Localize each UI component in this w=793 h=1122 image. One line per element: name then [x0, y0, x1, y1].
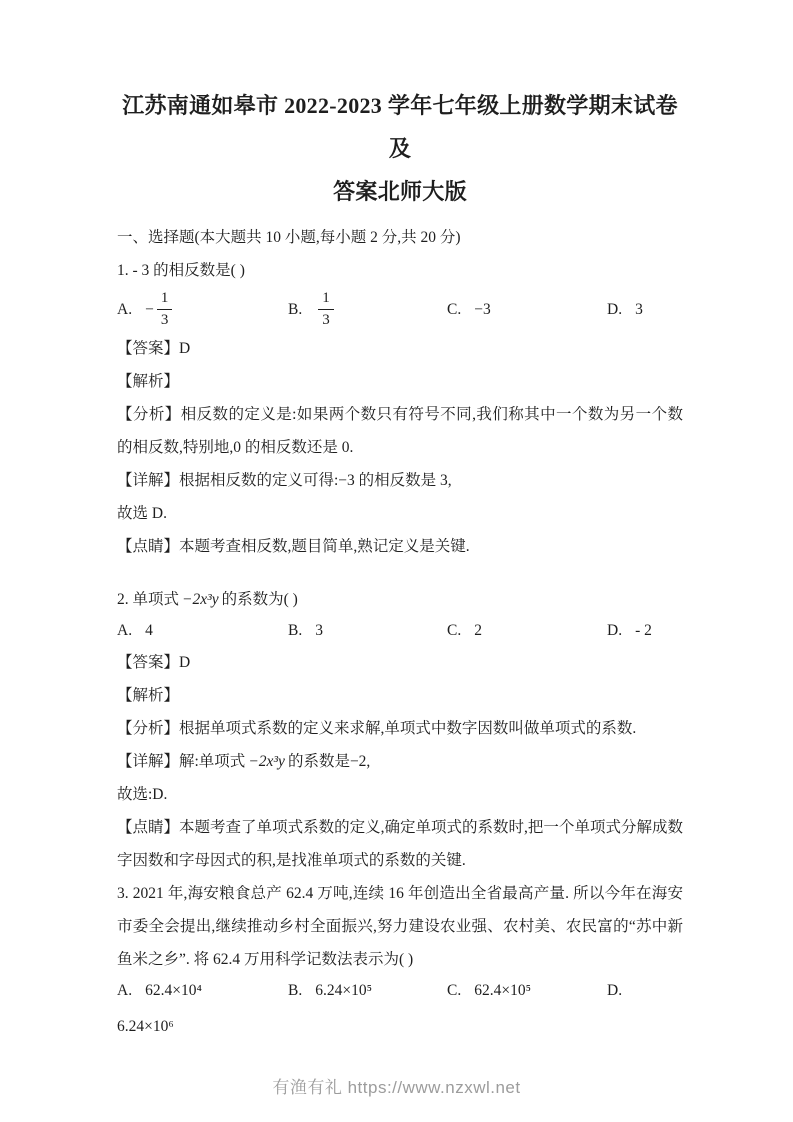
option-label: A. [117, 622, 133, 639]
site-watermark-footer: 有渔有礼 https://www.nzxwl.net [272, 1078, 521, 1097]
question-2-stem [117, 583, 683, 616]
stem-text: 2. 单项式 [117, 591, 180, 608]
fraction [318, 289, 334, 330]
option-value: 3 [315, 622, 323, 639]
option-label: C. [447, 982, 462, 999]
question-2-detail [117, 745, 683, 778]
question-1-options-row [117, 289, 683, 330]
question-3-options-row [117, 982, 683, 1000]
question-2-option-c [447, 622, 607, 640]
question-1-option-d [607, 301, 683, 319]
question-1-option-a [117, 289, 288, 330]
option-value: 3 [635, 300, 643, 318]
option-value: 4 [145, 622, 153, 639]
option-label: B. [288, 300, 303, 318]
question-1-answer: 【答案】D [117, 340, 191, 357]
question-1-conclusion: 故选 D. [117, 505, 167, 522]
option-label: A. [117, 982, 133, 999]
option-label: B. [288, 622, 303, 639]
question-3-option-b [288, 982, 447, 1000]
question-2-options-row [117, 622, 683, 640]
question-3-block [117, 877, 683, 1043]
option-label: A. [117, 300, 133, 318]
option-label: D. [607, 300, 623, 318]
question-1-analysis-label: 【解析】 [117, 373, 180, 390]
question-1-option-c [447, 301, 607, 319]
question-1-option-b [288, 289, 447, 330]
section-heading: 一、选择题(本大题共 10 小题,每小题 2 分,共 20 分) [117, 229, 461, 246]
detail-text: 的系数是−2, [287, 753, 371, 770]
fraction-numerator: 1 [318, 289, 334, 310]
option-label: D. [607, 622, 623, 639]
detail-text: 【详解】解:单项式 [117, 753, 246, 770]
option-label: D. [607, 982, 623, 999]
question-3-option-d [607, 982, 683, 1000]
question-1-note: 【点睛】本题考查相反数,题目简单,熟记定义是关键. [117, 538, 470, 555]
stem-text: 的系数为( ) [221, 591, 298, 608]
question-3-option-a [117, 982, 288, 1000]
option-value: 6.24×10⁵ [315, 982, 372, 999]
question-3-option-c [447, 982, 607, 1000]
question-1-stem: 1. - 3 的相反数是( ) [117, 262, 245, 279]
option-value: 62.4×10⁴ [145, 982, 202, 999]
question-2-option-b [288, 622, 447, 640]
question-1-block [117, 254, 683, 563]
option-value: - 2 [635, 622, 652, 639]
question-2-analysis: 【分析】根据单项式系数的定义来求解,单项式中数字因数叫做单项式的系数. [117, 720, 637, 737]
option-label: C. [447, 300, 462, 318]
question-2-analysis-label: 【解析】 [117, 687, 180, 704]
fraction-denominator: 3 [322, 312, 330, 328]
option-label: C. [447, 622, 462, 639]
question-2-note: 【点睛】本题考查了单项式系数的定义,确定单项式的系数时,把一个单项式分解成数字因数和字母因式的积,是找准单项式的系数的关键. [117, 819, 683, 869]
page-title-line1: 江苏南通如皋市 2022-2023 学年七年级上册数学期末试卷及 [122, 93, 678, 161]
fraction-numerator: 1 [157, 289, 173, 310]
page-title [117, 84, 683, 213]
question-1-detail: 【详解】根据相反数的定义可得:−3 的相反数是 3, [117, 472, 452, 489]
option-value: 2 [474, 622, 482, 639]
question-2-block [117, 583, 683, 877]
question-2-option-a [117, 622, 288, 640]
page-title-line2: 答案北师大版 [333, 179, 467, 204]
minus-sign: − [145, 300, 154, 318]
question-3-option-d-value: 6.24×10⁶ [117, 1018, 174, 1035]
option-value: −3 [474, 300, 491, 318]
question-2-answer: 【答案】D [117, 654, 191, 671]
option-value: 62.4×10⁵ [474, 982, 531, 999]
question-3-stem: 3. 2021 年,海安粮食总产 62.4 万吨,连续 16 年创造出全省最高产量. 所以今年在海安市委全会提出,继续推动乡村全面振兴,努力建设农业强、农村美、农民富的“苏中新鱼米之乡”. 将 62.4 万用科学记数法表示为( ) [117, 885, 683, 968]
monomial-expression: −2x³y [182, 591, 219, 608]
monomial-expression: −2x³y [248, 753, 285, 770]
fraction [157, 289, 173, 330]
question-1-analysis: 【分析】相反数的定义是:如果两个数只有符号不同,我们称其中一个数为另一个数的相反数,特别地,0 的相反数还是 0. [117, 406, 683, 456]
option-label: B. [288, 982, 303, 999]
fraction-denominator: 3 [160, 312, 169, 328]
question-2-conclusion: 故选:D. [117, 786, 168, 803]
question-2-option-d [607, 622, 683, 640]
